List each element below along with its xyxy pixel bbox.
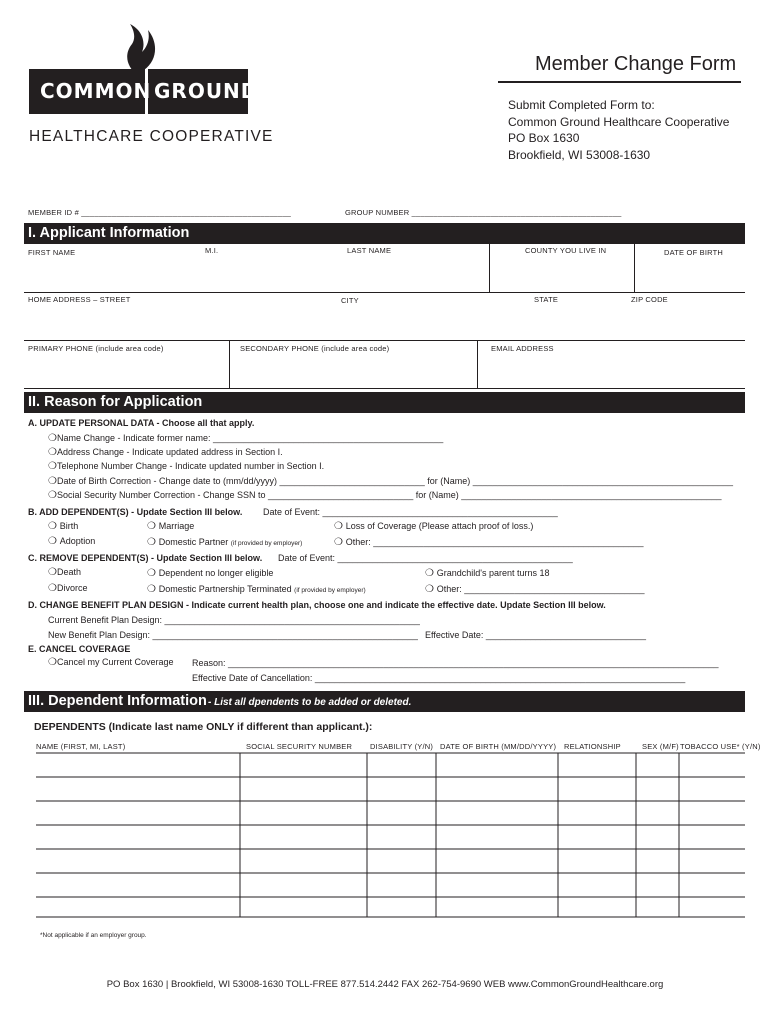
- col-disability: DISABILITY (Y/N): [370, 742, 434, 751]
- option-label: Name Change - Indicate former name: ______________________________________________: [56, 433, 444, 443]
- option-label: Domestic Partner: [158, 537, 229, 547]
- col-tobacco: TOBACCO USE* (Y/N): [680, 742, 761, 751]
- option-label: Date of Birth Correction - Change date to (mm/dd/yyyy) _____________________________ for (Name) ____________________________________________________: [56, 476, 733, 486]
- secondary-phone-label: SECONDARY PHONE (include area code): [240, 344, 390, 353]
- option-label: Dependent no longer eligible: [158, 568, 274, 578]
- checkbox-icon[interactable]: ❍: [48, 447, 57, 458]
- city-label: CITY: [341, 296, 359, 305]
- checkbox-icon[interactable]: ❍: [48, 536, 60, 547]
- col-ssn: SOCIAL SECURITY NUMBER: [246, 742, 353, 751]
- home-address-label: HOME ADDRESS – STREET: [28, 295, 131, 304]
- checkbox-icon[interactable]: ❍: [147, 568, 159, 579]
- primary-phone-label: PRIMARY PHONE (include area code): [28, 344, 164, 353]
- state-label: STATE: [534, 295, 559, 304]
- section-e-title: E. CANCEL COVERAGE: [28, 644, 131, 654]
- checkbox-icon[interactable]: ❍: [48, 490, 57, 501]
- option-label: Telephone Number Change - Indicate updated number in Section I.: [56, 461, 325, 471]
- logo-word-ground: GROUND: [154, 79, 259, 103]
- cancel-reason-field[interactable]: Reason: __________________________________________________________________________________________________: [192, 658, 719, 668]
- form-title: Member Change Form: [535, 53, 737, 75]
- cancel-date-field[interactable]: Effective Date of Cancellation: __________________________________________________________________________: [192, 673, 686, 683]
- submit-line: Submit Completed Form to:: [508, 98, 655, 112]
- option-label: Death: [56, 567, 81, 577]
- first-name-label: FIRST NAME: [28, 248, 76, 257]
- section-a-title: A. UPDATE PERSONAL DATA - Choose all that apply.: [28, 418, 255, 428]
- section-c-event-date[interactable]: Date of Event: _______________________________________________: [278, 553, 573, 563]
- checkbox-icon[interactable]: ❍: [147, 521, 159, 532]
- option-label: Other: ______________________________________________________: [345, 537, 644, 547]
- option-label: Marriage: [158, 521, 195, 531]
- option-label: Adoption: [59, 536, 96, 546]
- logo-subtitle: HEALTHCARE COOPERATIVE: [29, 128, 274, 145]
- checkbox-icon[interactable]: ❍: [147, 537, 159, 548]
- option-label: Cancel my Current Coverage: [56, 657, 174, 667]
- col-name: NAME (FIRST, MI, LAST): [36, 742, 126, 751]
- county-label: COUNTY YOU LIVE IN: [525, 246, 607, 255]
- section-3-title: III. Dependent Information: [28, 693, 207, 709]
- email-label: EMAIL ADDRESS: [491, 344, 554, 353]
- tobacco-footnote: *Not applicable if an employer group.: [40, 932, 147, 939]
- option-label: Address Change - Indicate updated address in Section I.: [56, 447, 283, 457]
- section-b-event-date[interactable]: Date of Event: _______________________________________________: [263, 507, 558, 517]
- col-relationship: RELATIONSHIP: [564, 742, 621, 751]
- checkbox-icon[interactable]: ❍: [334, 521, 346, 532]
- section-2-title: II. Reason for Application: [28, 394, 203, 410]
- effective-date-field[interactable]: Effective Date: ________________________________: [425, 630, 647, 640]
- new-plan-field[interactable]: New Benefit Plan Design: _____________________________________________________: [48, 630, 418, 640]
- footer-contact: PO Box 1630 | Brookfield, WI 53008-1630 TOLL-FREE 877.514.2442 FAX 262-754-9690 WEB www.CommonGroundHealthcare.org: [106, 979, 664, 990]
- checkbox-icon[interactable]: ❍: [425, 568, 437, 579]
- member-id-field[interactable]: MEMBER ID # ________________________________________________: [28, 208, 292, 217]
- checkbox-icon[interactable]: ❍: [425, 584, 437, 595]
- option-label: Divorce: [56, 583, 88, 593]
- submit-line: Brookfield, WI 53008-1630: [508, 147, 651, 162]
- checkbox-icon[interactable]: ❍: [48, 567, 57, 578]
- last-name-label: LAST NAME: [347, 246, 392, 255]
- section-3-note: - List all dpendents to be added or deleted.: [208, 697, 412, 708]
- col-dob: DATE OF BIRTH (MM/DD/YYYY): [440, 742, 557, 751]
- checkbox-icon[interactable]: ❍: [48, 657, 57, 668]
- option-label: Birth: [59, 521, 79, 531]
- section-b-title: B. ADD DEPENDENT(S) - Update Section III below.: [28, 507, 243, 517]
- checkbox-icon[interactable]: ❍: [48, 433, 57, 444]
- dob-label: DATE OF BIRTH: [664, 248, 723, 257]
- checkbox-icon[interactable]: ❍: [48, 521, 60, 532]
- option-label: Grandchild's parent turns 18: [436, 568, 550, 578]
- submit-line: PO Box 1630: [508, 131, 580, 145]
- option-label: Loss of Coverage (Please attach proof of loss.): [345, 521, 534, 531]
- section-1-title: I. Applicant Information: [28, 225, 190, 241]
- checkbox-icon[interactable]: ❍: [48, 583, 57, 594]
- col-sex: SEX (M/F): [642, 742, 679, 751]
- mi-label: M.I.: [205, 246, 219, 255]
- group-number-field[interactable]: GROUP NUMBER ________________________________________________: [345, 208, 622, 217]
- zip-label: ZIP CODE: [631, 295, 668, 304]
- section-d-title: D. CHANGE BENEFIT PLAN DESIGN - Indicate current health plan, choose one and indicate the effective date. Update Section III below.: [28, 600, 606, 610]
- current-plan-field[interactable]: Current Benefit Plan Design: ___________________________________________________: [48, 615, 420, 625]
- checkbox-icon[interactable]: ❍: [48, 461, 57, 472]
- section-c-title: C. REMOVE DEPENDENT(S) - Update Section III below.: [28, 553, 263, 563]
- option-label: Other: ____________________________________: [436, 584, 645, 594]
- option-label: Domestic Partnership Terminated: [158, 584, 292, 594]
- logo-word-common: COMMON: [40, 79, 152, 103]
- checkbox-icon[interactable]: ❍: [48, 476, 57, 487]
- checkbox-icon[interactable]: ❍: [147, 584, 159, 595]
- employer-note: (if provided by employer): [294, 587, 366, 594]
- submit-line: Common Ground Healthcare Cooperative: [508, 114, 730, 129]
- employer-note: (if provided by employer): [230, 540, 303, 547]
- option-label: Social Security Number Correction - Change SSN to _____________________________ for (Name) ____________________________________________________: [56, 490, 722, 500]
- checkbox-icon[interactable]: ❍: [334, 537, 346, 548]
- dependents-title: DEPENDENTS (Indicate last name ONLY if different than applicant.):: [34, 721, 373, 733]
